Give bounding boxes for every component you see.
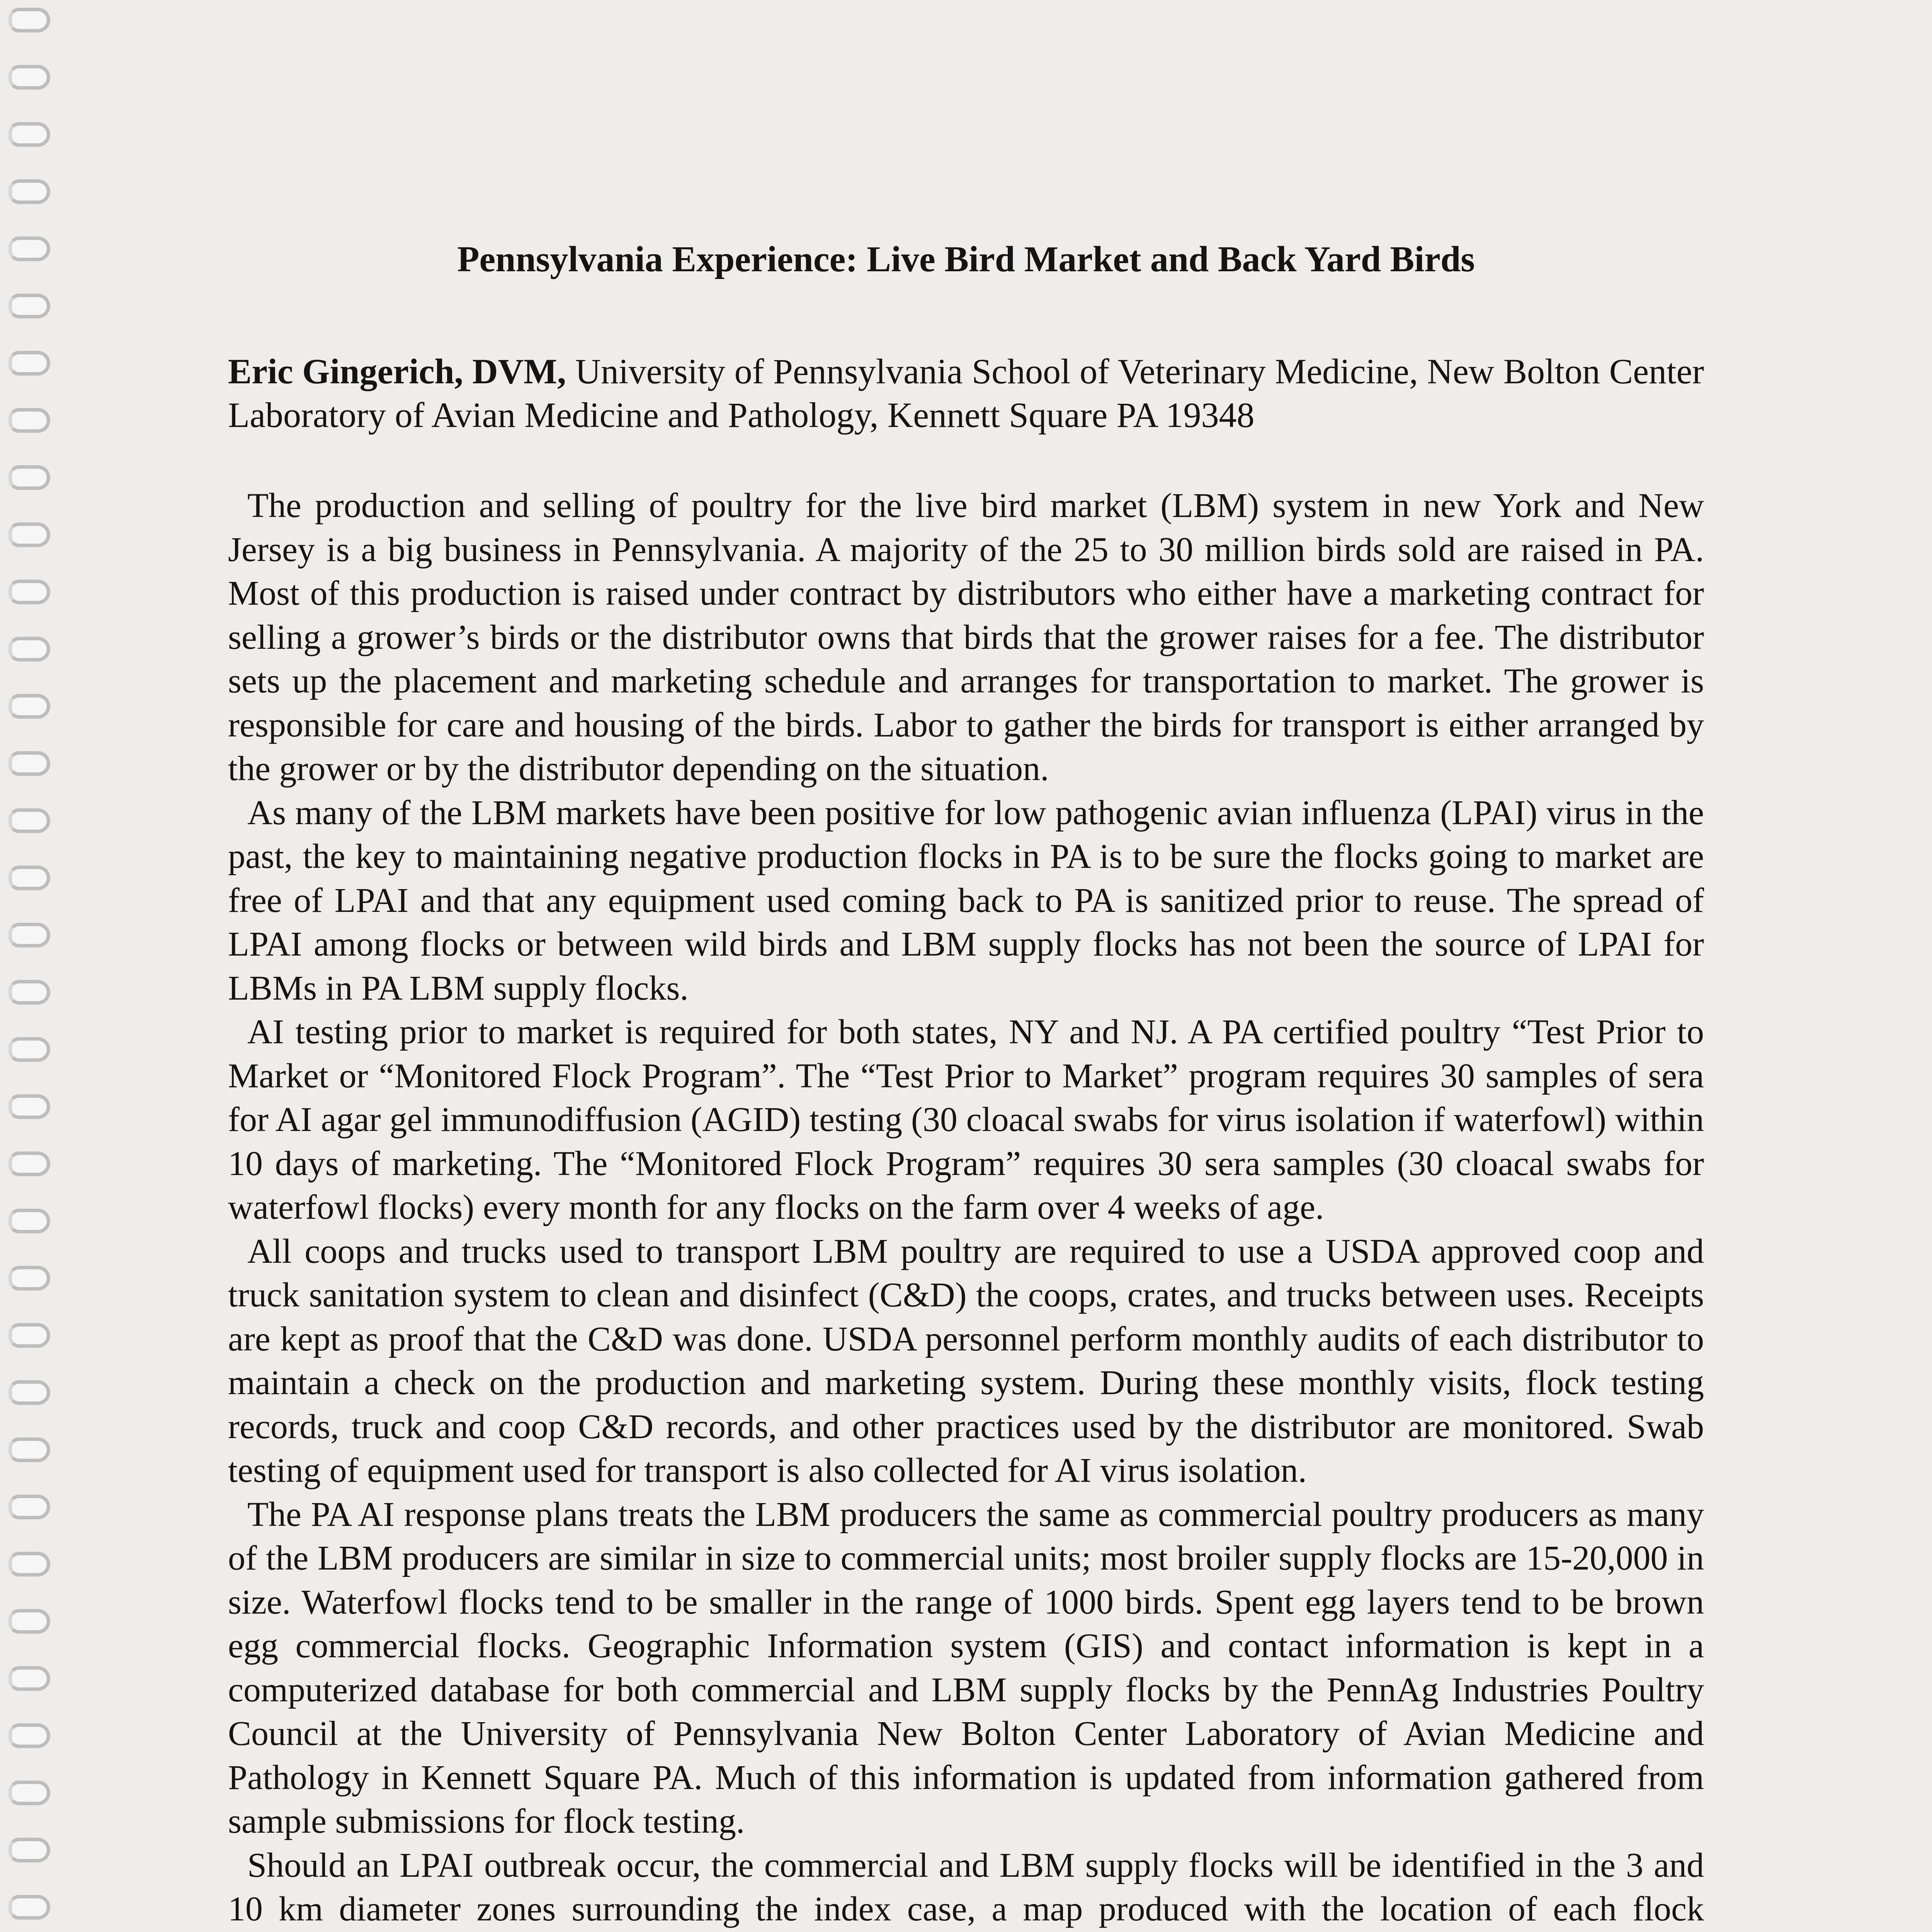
binding-ring: [9, 1323, 50, 1348]
binding-ring: [9, 294, 50, 318]
binding-ring: [9, 808, 50, 833]
binding-ring: [9, 8, 50, 32]
binding-ring: [9, 1495, 50, 1519]
binding-ring: [9, 1666, 50, 1691]
binding-ring: [9, 1094, 50, 1119]
paragraph-2: As many of the LBM markets have been positive for low pathogenic avian influenza (LPAI) virus in the past, the key to maintaining negative production flocks in PA is to be sure the flocks going to market are free of LPAI and that any equipment used coming back to PA is sanitized prior to reuse. The spread of LPAI among flocks or between wild birds and LBM supply flocks has not been the source of LPAI for LBMs in PA LBM supply flocks.: [228, 793, 1704, 1007]
binding-ring: [9, 65, 50, 90]
paragraph-6: Should an LPAI outbreak occur, the commercial and LBM supply flocks will be identified in the 3 and 10 km diameter zones surrounding the index case, a map produced with the location of each flock: [228, 1846, 1704, 1929]
binding-ring: [9, 1838, 50, 1862]
binding-ring: [9, 694, 50, 719]
binding-ring: [9, 122, 50, 147]
paragraph-1: The production and selling of poultry for the live bird market (LBM) system in new York and New Jersey is a big business in Pennsylvania. A majority of the 25 to 30 million birds sold are raised in PA. Most of this production is raised under contract by distributors who either have a marketing contract for selling a grower’s birds or the distributor owns that birds that the grower raises for a fee. The distributor sets up the placement and marketing schedule and arranges for transportation to market. The grower is responsible for care and housing of the birds. Labor to gather the birds for transport is either arranged by the grower or by the distributor depending on the situation.: [228, 486, 1704, 788]
binding-ring: [9, 1609, 50, 1634]
document-body: [228, 240, 1704, 1932]
binding-ring: [9, 1895, 50, 1920]
binding-ring: [9, 751, 50, 776]
binding-ring: [9, 236, 50, 261]
binding-ring: [9, 408, 50, 433]
author-name: Eric Gingerich, DVM,: [228, 352, 566, 391]
author-affiliation: University of Pennsylvania School of Veterinary Medicine, New Bolton Center Laboratory of Avian Medicine and Pathology, Kennett Square PA 19348: [228, 352, 1704, 435]
binding-ring: [9, 866, 50, 890]
binding-ring: [9, 1037, 50, 1062]
binding-ring: [9, 1437, 50, 1462]
binding-ring: [9, 1151, 50, 1176]
binding-ring: [9, 1781, 50, 1805]
binding-ring: [9, 179, 50, 204]
binding-ring: [9, 923, 50, 947]
binding-ring: [9, 522, 50, 547]
binding-ring: [9, 351, 50, 376]
author-line: [228, 350, 1704, 437]
binding-ring: [9, 1209, 50, 1233]
binding-ring: [9, 1723, 50, 1748]
spiral-binding: [0, 0, 66, 1932]
binding-ring: [9, 980, 50, 1005]
binding-ring: [9, 1266, 50, 1291]
binding-ring: [9, 1552, 50, 1577]
paragraph-4: All coops and trucks used to transport LBM poultry are required to use a USDA approved coop and truck sanitation system to clean and disinfect (C&D) the coops, crates, and trucks between uses. Receipts are kept as proof that the C&D was done. USDA personnel perform monthly audits of each distributor to maintain a check on the production and marketing system. During these monthly visits, flock testing records, truck and coop C&D records, and other practices used by the distributor are monitored. Swab testing of equipment used for transport is also collected for AI virus isolation.: [228, 1232, 1704, 1490]
binding-ring: [9, 1380, 50, 1405]
binding-ring: [9, 637, 50, 662]
paragraph-5: The PA AI response plans treats the LBM producers the same as commercial poultry producers as many of the LBM producers are similar in size to commercial units; most broiler supply flocks are 15-20,000 in size. Waterfowl flocks tend to be smaller in the range of 1000 birds. Spent egg layers tend to be brown egg commercial flocks. Geographic Information system (GIS) and contact information is kept in a computerized database for both commercial and LBM supply flocks by the PennAg Industries Poultry Council at the University of Pennsylvania New Bolton Center Laboratory of Avian Medicine and Pathology in Kennett Square PA. Much of this information is updated from information gathered from sample submissions for flock testing.: [228, 1495, 1704, 1841]
paragraph-3: AI testing prior to market is required for both states, NY and NJ. A PA certified poultry “Test Prior to Market or “Monitored Flock Program”. The “Test Prior to Market” program requires 30 samples of sera for AI agar gel immunodiffusion (AGID) testing (30 cloacal swabs for virus isolation if waterfowl) within 10 days of marketing. The “Monitored Flock Program” requires 30 sera samples (30 cloacal swabs for waterfowl flocks) every month for any flocks on the farm over 4 weeks of age.: [228, 1013, 1704, 1227]
document-title: Pennsylvania Experience: Live Bird Market and Back Yard Birds: [457, 239, 1475, 279]
binding-ring: [9, 580, 50, 604]
binding-ring: [9, 465, 50, 490]
